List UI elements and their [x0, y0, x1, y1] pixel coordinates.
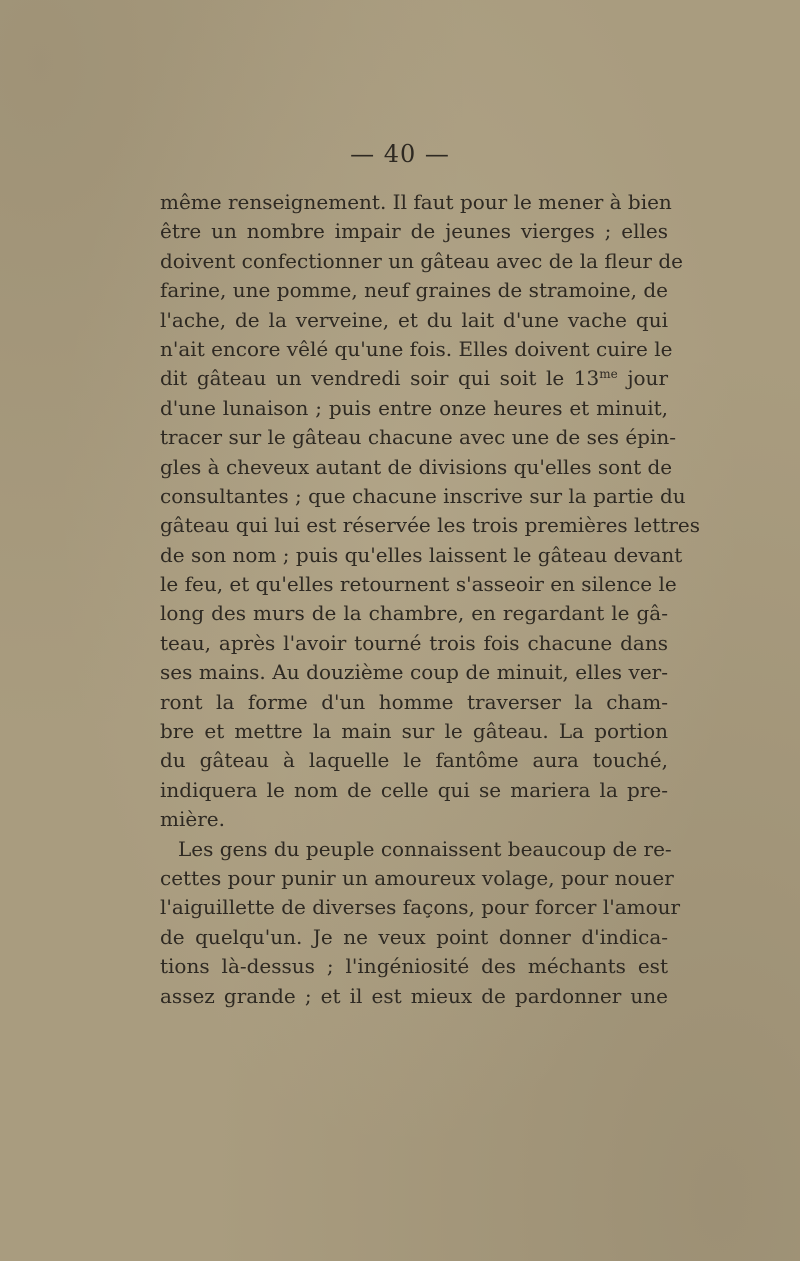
superscript: me: [599, 367, 618, 382]
page-number: — 40 —: [350, 140, 450, 168]
text-line: le feu, et qu'elles retournent s'asseoir en silence le: [160, 572, 677, 597]
text-line: de quelqu'un. Je ne veux point donner d'indica-: [160, 924, 668, 949]
text-line: du gâteau à laquelle le fantôme aura touché,: [160, 748, 668, 773]
line-tail: jour: [617, 366, 669, 391]
text-line: gles à cheveux autant de divisions qu'elles sont de: [160, 454, 673, 479]
text-line: teau, après l'avoir tourné trois fois chacune dans: [160, 630, 668, 655]
text-line: de son nom ; puis qu'elles laissent le gâteau devant: [160, 542, 683, 567]
text-line: ront la forme d'un homme traverser la cham-: [160, 689, 668, 714]
text-line: n'ait encore vêlé qu'une fois. Elles doivent cuire le: [160, 336, 673, 361]
text-line: Les gens du peuple connaissent beaucoup de re-: [178, 836, 672, 861]
text-line: assez grande ; et il est mieux de pardonner une: [160, 983, 668, 1008]
paragraph-2: [160, 835, 681, 1011]
text-line: consultantes ; que chacune inscrive sur la partie du: [160, 483, 686, 508]
paragraph-1: [160, 188, 700, 835]
text-line: l'ache, de la verveine, et du lait d'une vache qui: [160, 307, 668, 332]
text-line: l'aiguillette de diverses façons, pour forcer l'amour: [160, 895, 681, 920]
text-line: même renseignement. Il faut pour le mener à bien: [160, 190, 672, 214]
text-line: long des murs de la chambre, en regardant le gâ-: [160, 601, 668, 626]
text-line: bre et mettre la main sur le gâteau. La portion: [160, 719, 668, 744]
text-line: tracer sur le gâteau chacune avec une de ses épin-: [160, 425, 677, 450]
body-text: [160, 188, 700, 1011]
text-line: tions là-dessus ; l'ingéniosité des méchants est: [160, 954, 668, 979]
text-line: mière.: [160, 807, 225, 832]
text-line: ses mains. Au douzième coup de minuit, elles ver-: [160, 660, 668, 685]
text-line: être un nombre impair de jeunes vierges ; elles: [160, 219, 668, 244]
text-line: doivent confectionner un gâteau avec de la fleur de: [160, 248, 683, 273]
text-line: gâteau qui lui est réservée les trois premières lettres: [160, 513, 700, 538]
text-line: farine, une pomme, neuf graines de stramoine, de: [160, 278, 668, 303]
text-line: cettes pour punir un amoureux volage, pour nouer: [160, 865, 674, 890]
text-line: indiquera le nom de celle qui se mariera la pre-: [160, 777, 668, 802]
text-line: d'une lunaison ; puis entre onze heures et minuit,: [160, 395, 668, 420]
line-text: dit gâteau un vendredi soir qui soit le 13: [160, 366, 600, 391]
text-line-with-superscript: [160, 364, 668, 393]
